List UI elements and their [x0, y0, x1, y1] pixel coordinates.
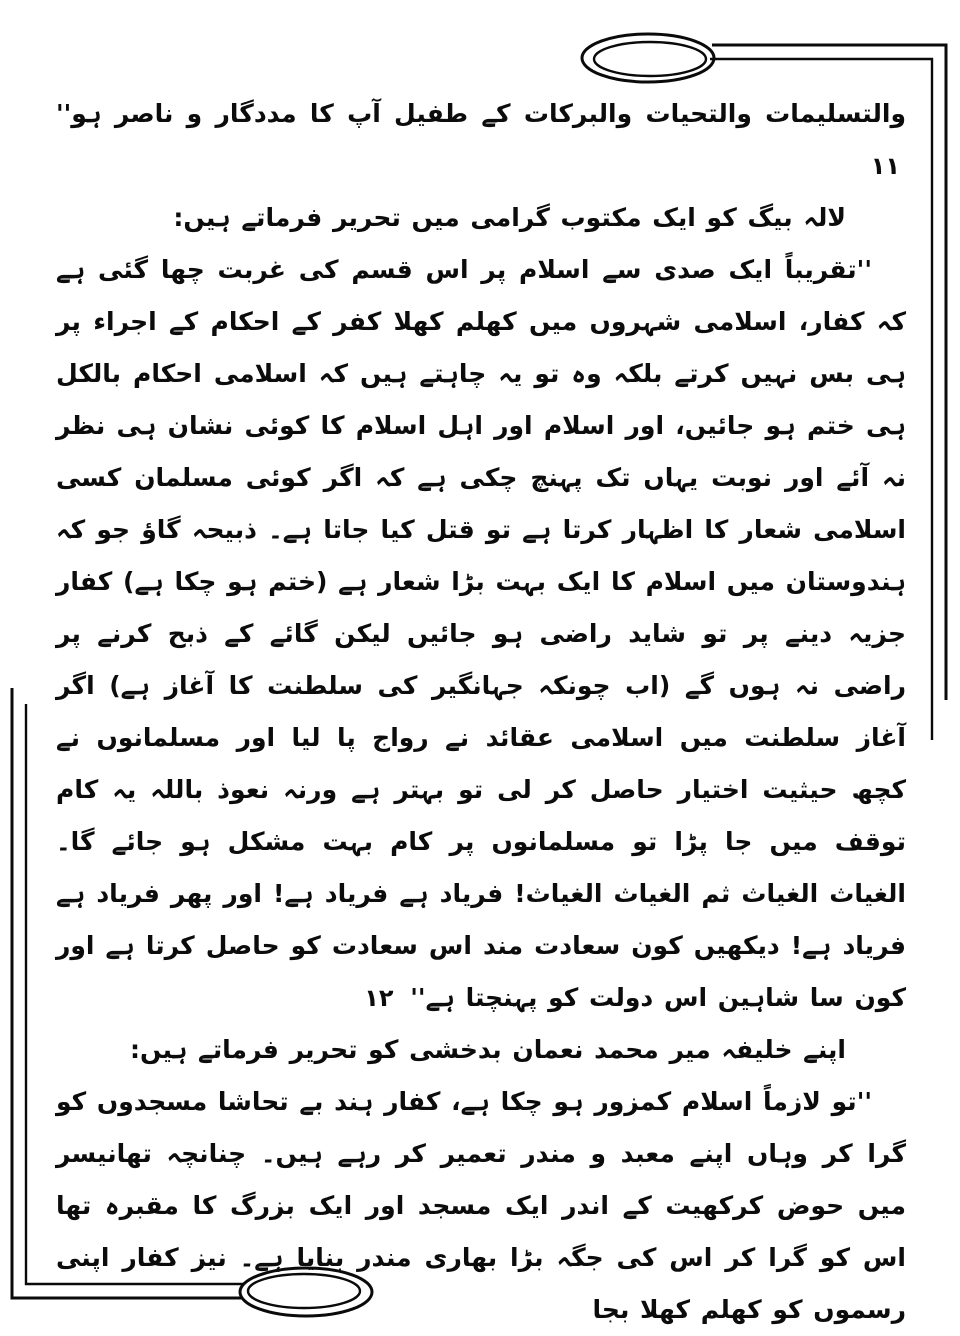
paragraph-quotation-1 — [56, 244, 906, 1024]
paragraph-text: والتسلیمات والتحیات والبرکات کے طفیل آپ کا مددگار و ناصر ہو'' — [56, 99, 906, 128]
paragraph-text: لالہ بیگ کو ایک مکتوب گرامی میں تحریر فرماتے ہیں: — [173, 203, 846, 232]
paragraph-text: ''تقریباً ایک صدی سے اسلام پر اس قسم کی غربت چھا گئی ہے کہ کفار، اسلامی شہروں میں کھلم کھلا کفر کے احکام کے اجراء پر ہی بس نہیں کرتے بلکہ وہ تو یہ چاہتے ہیں کہ اسلامی احکام بالکل ہی ختم ہو جائیں، اور اسلام اور اہل اسلام کا کوئی نشان ہی نظر نہ آئے اور نوبت یہاں تک پہنچ چکی ہے کہ اگر کوئی مسلمان کسی اسلامی شعار کا اظہار کرتا ہے تو قتل کیا جاتا ہے۔ ذبیحہ گاؤ جو کہ ہندوستان میں اسلام کا ایک بہت بڑا شعار ہے (ختم ہو چکا ہے) کفار جزیہ دینے پر تو شاید راضی ہو جائیں لیکن گائے کے ذبح کرنے پر راضی نہ ہوں گے (اب چونکہ جہانگیر کی سلطنت کا آغاز ہے) اگر آغاز سلطنت میں اسلامی عقائد نے رواج پا لیا اور مسلمانوں نے کچھ حیثیت اختیار حاصل کر لی تو بہتر ہے ورنہ نعوذ باللہ یہ کام توقف میں جا پڑا تو مسلمانوں پر کام بہت مشکل ہو جائے گا۔ الغیاث الغیاث ثم الغیاث الغیاث! فریاد ہے فریاد ہے! اور پھر فریاد ہے فریاد ہے! دیکھیں کون سعادت مند اس سعادت کو حاصل کرتا ہے اور کون سا شاہین اس دولت کو پہنچتا ہے'' — [56, 255, 906, 1012]
page-text-block — [56, 88, 906, 1336]
paragraph-intro-mir-muhammad-numan — [56, 1024, 906, 1076]
paragraph-text: اپنے خلیفہ میر محمد نعمان بدخشی کو تحریر فرماتے ہیں: — [130, 1035, 846, 1064]
footnote-ref-11: ۱۱ — [870, 152, 900, 180]
paragraph-intro-lala-beg — [56, 192, 906, 244]
paragraph-text: ''تو لازماً اسلام کمزور ہو چکا ہے، کفار ہند بے تحاشا مسجدوں کو گرا کر وہاں اپنے معبد و مندر تعمیر کر رہے ہیں۔ چنانچہ تھانیسر میں حوض کرکھیت کے اندر ایک مسجد اور ایک بزرگ کا مقبرہ تھا اس کو گرا کر اس کی جگہ بڑا بھاری مندر بنایا ہے۔ نیز کفار اپنی رسموں کو کھلم کھلا بجا — [56, 1087, 906, 1324]
footnote-ref-12: ۱۲ — [364, 984, 394, 1012]
paragraph-continuation — [56, 88, 906, 192]
paragraph-quotation-2 — [56, 1076, 906, 1336]
